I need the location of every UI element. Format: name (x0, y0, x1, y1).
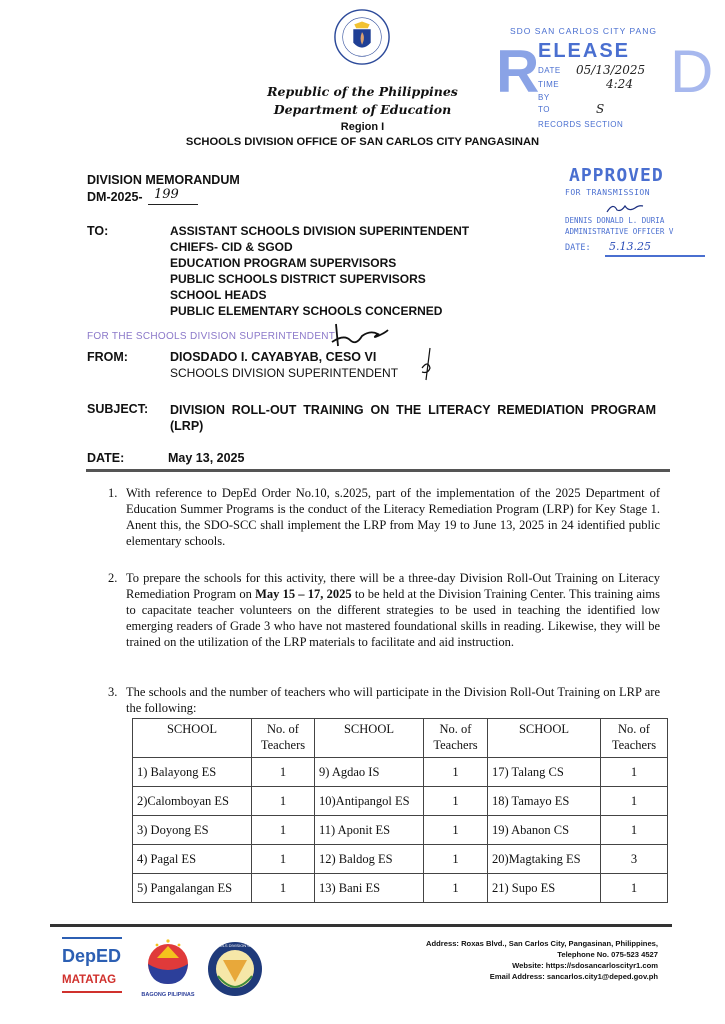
for-sds-stamp: FOR THE SCHOOLS DIVISION SUPERINTENDENT (87, 331, 336, 342)
stamp-time-value: 4:24 (606, 77, 633, 91)
header-school: SCHOOL (315, 719, 424, 758)
department-heading: Department of Education (273, 102, 452, 117)
school-cell: 20)Magtaking ES (488, 845, 601, 874)
stamp-office: SDO SAN CARLOS CITY PANG (510, 26, 657, 36)
sdo-logo-text: SCHOOLS DIVISION OFFICE (207, 943, 262, 948)
from-label: FROM: (87, 350, 128, 364)
footer-email[interactable]: Email Address: sancarlos.city1@deped.gov.ph (489, 972, 658, 981)
office-heading: SCHOOLS DIVISION OFFICE OF SAN CARLOS CITY PANGASINAN (185, 136, 540, 148)
teachers-cell: 1 (252, 845, 315, 874)
school-cell: 21) Supo ES (488, 874, 601, 903)
memo-number-value: 199 (154, 187, 179, 202)
stamp-section: RECORDS SECTION (538, 120, 624, 129)
header-school: SCHOOL (133, 719, 252, 758)
teachers-cell: 1 (252, 758, 315, 787)
stamp-initial: S (596, 102, 605, 116)
school-cell: 9) Agdao IS (315, 758, 424, 787)
deped-wordmark: DepED (62, 946, 122, 966)
paragraph-text: The schools and the number of teachers who will participate in the Division Roll-Out Training on LRP are the following: (126, 685, 660, 715)
from-name: DIOSDADO I. CAYABYAB, CESO VI (170, 350, 377, 364)
memo-title: DIVISION MEMORANDUM (87, 173, 240, 187)
approved-subtitle: FOR TRANSMISSION (565, 188, 651, 197)
approved-stamp (565, 166, 715, 286)
stamp-big-d: D (670, 38, 714, 105)
deped-seal-logo (333, 8, 391, 66)
school-cell: 13) Bani ES (315, 874, 424, 903)
stamp-by-label: BY (538, 93, 550, 102)
recipient: EDUCATION PROGRAM SUPERVISORS (170, 256, 397, 270)
released-stamp (496, 26, 714, 132)
republic-heading: Republic of the Philippines (267, 84, 458, 99)
school-cell: 12) Baldog ES (315, 845, 424, 874)
table-row (133, 874, 668, 903)
approved-date-value: 5.13.25 (609, 240, 651, 253)
region-heading: Region I (340, 121, 385, 133)
teachers-cell: 3 (601, 845, 668, 874)
header-teachers: No. of Teachers (252, 719, 315, 758)
school-cell: 5) Pangalangan ES (133, 874, 252, 903)
school-cell: 18) Tamayo ES (488, 787, 601, 816)
deped-matatag-logo (62, 937, 124, 1003)
from-title: SCHOOLS DIVISION SUPERINTENDENT (170, 366, 399, 380)
paragraph-text (126, 570, 660, 650)
school-cell: 3) Doyong ES (133, 816, 252, 845)
recipient: ASSISTANT SCHOOLS DIVISION SUPERINTENDENT (170, 224, 470, 238)
stamp-date-value: 05/13/2025 (576, 63, 646, 77)
sdo-san-carlos-logo (206, 940, 264, 998)
paragraph-2 (108, 570, 660, 650)
paragraph-1 (108, 485, 660, 549)
header-teachers: No. of Teachers (601, 719, 668, 758)
approved-date-label: DATE: (565, 243, 591, 253)
header-school: SCHOOL (488, 719, 601, 758)
logo-rule (62, 991, 122, 993)
paragraph-text-b: to be held at the Division Training Center. This training aims to capacitate teacher volunteers on the different strategies to be used in teaching the identified low emerging readers of Grade 3 who have not mastered foundational skills in reading. Likewise, they will be trained on the utilization of the LRP materials to facilitate and aid instruction. (126, 587, 661, 649)
matatag-wordmark: MATATAG (62, 974, 117, 986)
stamp-time-label: TIME (538, 80, 560, 89)
recipient: PUBLIC ELEMENTARY SCHOOLS CONCERNED (170, 304, 443, 318)
bagong-pilipinas-emblem (144, 936, 192, 988)
participants-table (132, 718, 668, 903)
table-header-row (133, 719, 668, 758)
bagong-pilipinas-logo (136, 936, 200, 1006)
memo-number-line (148, 204, 198, 205)
to-label: TO: (87, 224, 109, 238)
paragraph-number: 2. (108, 571, 118, 585)
teachers-cell: 1 (424, 845, 488, 874)
handwritten-signature (330, 322, 390, 348)
memo-number-label: DM-2025- (87, 190, 143, 204)
teachers-cell: 1 (601, 874, 668, 903)
approved-name: DENNIS DONALD L. DURIA (565, 216, 665, 225)
stamp-big-r: R (496, 38, 540, 105)
subject-label: SUBJECT: (87, 402, 149, 416)
initial-signature (420, 346, 434, 382)
stamp-date-label: DATE (538, 66, 561, 75)
date-label: DATE: (87, 451, 125, 465)
teachers-cell: 1 (601, 758, 668, 787)
header-divider (86, 469, 670, 472)
teachers-cell: 1 (252, 816, 315, 845)
recipient: SCHOOL HEADS (170, 288, 267, 302)
subject-text: DIVISION ROLL-OUT TRAINING ON THE LITERACY REMEDIATION PROGRAM (LRP) (170, 403, 656, 433)
school-cell: 1) Balayong ES (133, 758, 252, 787)
teachers-cell: 1 (424, 816, 488, 845)
recipient: PUBLIC SCHOOLS DISTRICT SUPERVISORS (170, 272, 426, 286)
table-row (133, 787, 668, 816)
school-cell: 2)Calomboyan ES (133, 787, 252, 816)
approved-signature (605, 200, 645, 214)
footer-address: Address: Roxas Blvd., San Carlos City, Pangasinan, Philippines, (426, 939, 658, 948)
school-cell: 10)Antipangol ES (315, 787, 424, 816)
stamp-to-label: TO (538, 105, 550, 114)
training-dates: May 15 – 17, 2025 (255, 587, 352, 601)
approved-title: APPROVED (569, 165, 664, 186)
teachers-cell: 1 (424, 758, 488, 787)
teachers-cell: 1 (601, 787, 668, 816)
paragraph-number: 3. (108, 685, 118, 699)
footer-website[interactable]: Website: https://sdosancarloscityr1.com (512, 961, 658, 970)
paragraph-text: With reference to DepEd Order No.10, s.2025, part of the implementation of the 2025 Department of Education Summer Programs is the conduct of the Literacy Remediation Program (LRP) for Key Stage 1. Anent this, the SDO-SCC shall implement the LRP from May 19 to June 13, 2025 in 24 identified public elementary schools. (126, 486, 660, 548)
logo-rule (62, 937, 122, 939)
header-teachers: No. of Teachers (424, 719, 488, 758)
paragraph-3 (108, 684, 660, 716)
approved-position: ADMINISTRATIVE OFFICER V (565, 227, 674, 236)
sdo-emblem (206, 940, 264, 998)
approved-date-line (605, 255, 705, 257)
school-cell: 19) Abanon CS (488, 816, 601, 845)
recipient: CHIEFS- CID & SGOD (170, 240, 293, 254)
table-row (133, 845, 668, 874)
bagong-pilipinas-label: BAGONG PILIPINAS (141, 992, 195, 998)
table-row (133, 816, 668, 845)
stamp-released-word: ELEASE (538, 40, 631, 62)
school-cell: 11) Aponit ES (315, 816, 424, 845)
paragraph-text-a: To prepare the schools for this activity, there will be a three-day Division Roll-Out Training on Literacy Remediation Program on (126, 571, 660, 601)
teachers-cell: 1 (252, 787, 315, 816)
teachers-cell: 1 (601, 816, 668, 845)
school-cell: 4) Pagal ES (133, 845, 252, 874)
memo-date: May 13, 2025 (168, 451, 245, 465)
teachers-cell: 1 (424, 787, 488, 816)
table-row (133, 758, 668, 787)
footer-divider (50, 924, 672, 927)
teachers-cell: 1 (424, 874, 488, 903)
paragraph-number: 1. (108, 486, 118, 500)
teachers-cell: 1 (252, 874, 315, 903)
school-cell: 17) Talang CS (488, 758, 601, 787)
footer-telephone: Telephone No. 075-523 4527 (557, 950, 658, 959)
